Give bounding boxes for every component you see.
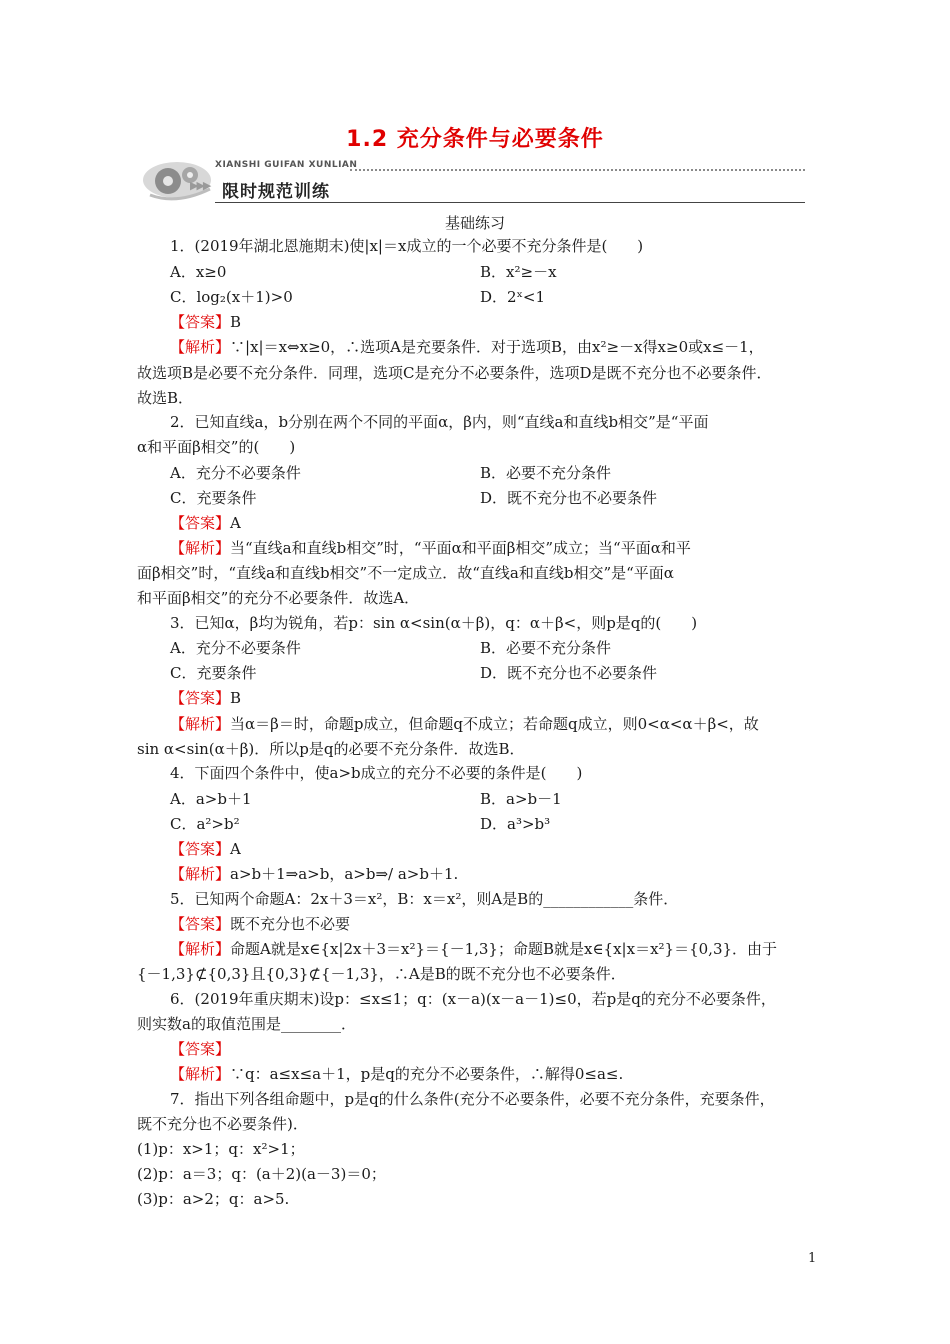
answer-tag: 【解析】	[170, 940, 231, 958]
text-line	[137, 588, 419, 608]
line-text: (2)p：a＝3；q：(a＋2)(a－3)＝0；	[137, 1165, 386, 1183]
option-right: B．x²≥－x	[480, 263, 557, 281]
text-line	[170, 1089, 775, 1109]
line-text: 和平面β相交”的充分不必要条件．故选A．	[137, 589, 420, 607]
text-line	[137, 964, 626, 984]
option-right: B．a>b－1	[480, 790, 562, 808]
text-line	[170, 763, 582, 783]
option-right: D．既不充分也不必要条件	[480, 489, 658, 507]
line-text: 既不充分也不必要	[230, 915, 351, 933]
text-line	[137, 388, 193, 408]
answer-tag: 【答案】	[170, 514, 231, 532]
answer-tag: 【答案】	[170, 840, 231, 858]
text-line	[137, 1014, 356, 1034]
text-line	[170, 613, 697, 633]
answer-tag: 【答案】	[170, 689, 231, 707]
option-row	[170, 814, 240, 834]
text-line	[137, 1139, 305, 1159]
line-text: A	[230, 514, 241, 532]
text-line	[137, 563, 674, 583]
line-text: 3．已知α，β均为锐角，若p：sin α<sin(α＋β)，q：α＋β<，则p是q的( )	[170, 614, 698, 632]
line-text: ∵|x|＝x⇔x≥0，∴选项A是充要条件．对于选项B，由x²≥－x得x≥0或x≤－1，	[230, 338, 764, 356]
answer-line	[170, 312, 241, 332]
line-text: a>b＋1⇒a>b，a>b⇒/ a>b＋1.	[230, 865, 459, 883]
line-text: 既不充分也不必要条件)．	[137, 1115, 308, 1133]
banner-dotted-rule	[350, 169, 805, 171]
line-text: 2．已知直线a，b分别在两个不同的平面α，β内，则“直线a和直线b相交”是“平面	[170, 413, 709, 431]
text-line	[137, 363, 772, 383]
line-text: 故选B．	[137, 389, 194, 407]
answer-line	[170, 1039, 230, 1059]
line-text: B	[230, 689, 242, 707]
answer-line	[170, 513, 241, 533]
answer-tag: 【解析】	[170, 539, 231, 557]
answer-tag: 【解析】	[170, 1065, 231, 1083]
arrows-icon: ▶▶▶	[190, 179, 210, 192]
line-text: 面β相交”时，“直线a和直线b相交”不一定成立．故“直线a和直线b相交”是“平面α	[137, 564, 674, 582]
text-line	[170, 236, 643, 256]
banner-english: XIANSHI GUIFAN XUNLIAN	[215, 160, 358, 170]
line-text: ∵q：a≤x≤a＋1，p是q的充分不必要条件，∴解得0≤a≤.	[230, 1065, 624, 1083]
option-left: A．充分不必要条件	[170, 464, 301, 482]
line-text: 当“直线a和直线b相交”时，“平面α和平面β相交”成立；当“平面α和平	[230, 539, 691, 557]
answer-tag: 【答案】	[170, 915, 231, 933]
option-row	[170, 287, 293, 307]
answer-line	[170, 714, 759, 734]
line-text: A	[230, 840, 241, 858]
option-row	[170, 789, 252, 809]
answer-tag: 【答案】	[170, 1040, 231, 1058]
page-number: 1	[808, 1251, 817, 1266]
answer-line	[170, 1064, 623, 1084]
banner-title: 限时规范训练	[222, 182, 330, 202]
line-text: 4．下面四个条件中，使a>b成立的充分不必要的条件是( )	[170, 764, 583, 782]
option-right: D．2ˣ<1	[480, 288, 546, 306]
line-text: (3)p：a>2；q：a>5.	[137, 1190, 290, 1208]
answer-line	[170, 864, 458, 884]
answer-tag: 【解析】	[170, 338, 231, 356]
text-line	[170, 889, 678, 909]
text-line	[170, 989, 776, 1009]
answer-tag: 【解析】	[170, 715, 231, 733]
line-text: B	[230, 313, 242, 331]
line-text: sin α<sin(α＋β)．所以p是q的必要不充分条件．故选B．	[137, 740, 525, 758]
text-line	[137, 437, 295, 457]
option-right: D．既不充分也不必要条件	[480, 664, 658, 682]
line-text: (1)p：x>1；q：x²>1；	[137, 1140, 305, 1158]
banner-rule	[215, 202, 805, 203]
text-line	[137, 1114, 308, 1134]
text-line	[137, 1164, 386, 1184]
option-left: C．a²>b²	[170, 815, 240, 833]
answer-tag: 【答案】	[170, 313, 231, 331]
option-left: A．a>b＋1	[170, 790, 252, 808]
answer-line	[170, 337, 764, 357]
line-text: {－1,3}⊄{0,3}且{0,3}⊄{－1,3}，∴A是B的既不充分也不必要条件．	[137, 965, 626, 983]
line-text: α和平面β相交”的( )	[137, 438, 296, 456]
answer-line	[170, 688, 241, 708]
answer-line	[170, 939, 777, 959]
option-row	[170, 262, 226, 282]
option-right: D．a³>b³	[480, 815, 551, 833]
line-text: 1．(2019年湖北恩施期末)使|x|＝x成立的一个必要不充分条件是( )	[170, 237, 644, 255]
text-line	[137, 1189, 289, 1209]
section-heading: 基础练习	[444, 214, 505, 232]
text-line	[137, 739, 525, 759]
option-left: A．充分不必要条件	[170, 639, 301, 657]
text-line	[170, 412, 708, 432]
line-text: 故选项B是必要不充分条件．同理，选项C是充分不必要条件，选项D是既不充分也不必要条件．	[137, 364, 772, 382]
option-left: C．充要条件	[170, 489, 257, 507]
line-text: 则实数a的取值范围是________．	[137, 1015, 356, 1033]
option-left: A．x≥0	[170, 263, 227, 281]
line-text: 命题A就是x∈{x|2x＋3＝x²}＝{－1,3}；命题B就是x∈{x|x＝x²}＝{0,3}．由于	[230, 940, 778, 958]
line-text: 7．指出下列各组命题中，p是q的什么条件(充分不必要条件，必要不充分条件，充要条件，	[170, 1090, 775, 1108]
page-title: 1.2 充分条件与必要条件	[346, 127, 604, 152]
line-text: 当α＝β＝时，命题p成立，但命题q不成立；若命题q成立，则0<α<α＋β<，故	[230, 715, 759, 733]
option-right: B．必要不充分条件	[480, 639, 612, 657]
option-left: C．log₂(x＋1)>0	[170, 288, 293, 306]
option-row	[170, 463, 301, 483]
option-row	[170, 488, 256, 508]
line-text: 5．已知两个命题A：2x＋3＝x²，B：x＝x²，则A是B的____________条件．	[170, 890, 679, 908]
answer-line	[170, 538, 691, 558]
option-row	[170, 638, 301, 658]
option-right: B．必要不充分条件	[480, 464, 612, 482]
option-row	[170, 663, 256, 683]
option-left: C．充要条件	[170, 664, 257, 682]
answer-line	[170, 914, 350, 934]
answer-tag: 【解析】	[170, 865, 231, 883]
line-text: 6．(2019年重庆期末)设p：≤x≤1；q：(x－a)(x－a－1)≤0，若p是q的充分不必要条件，	[170, 990, 776, 1008]
answer-line	[170, 839, 241, 859]
